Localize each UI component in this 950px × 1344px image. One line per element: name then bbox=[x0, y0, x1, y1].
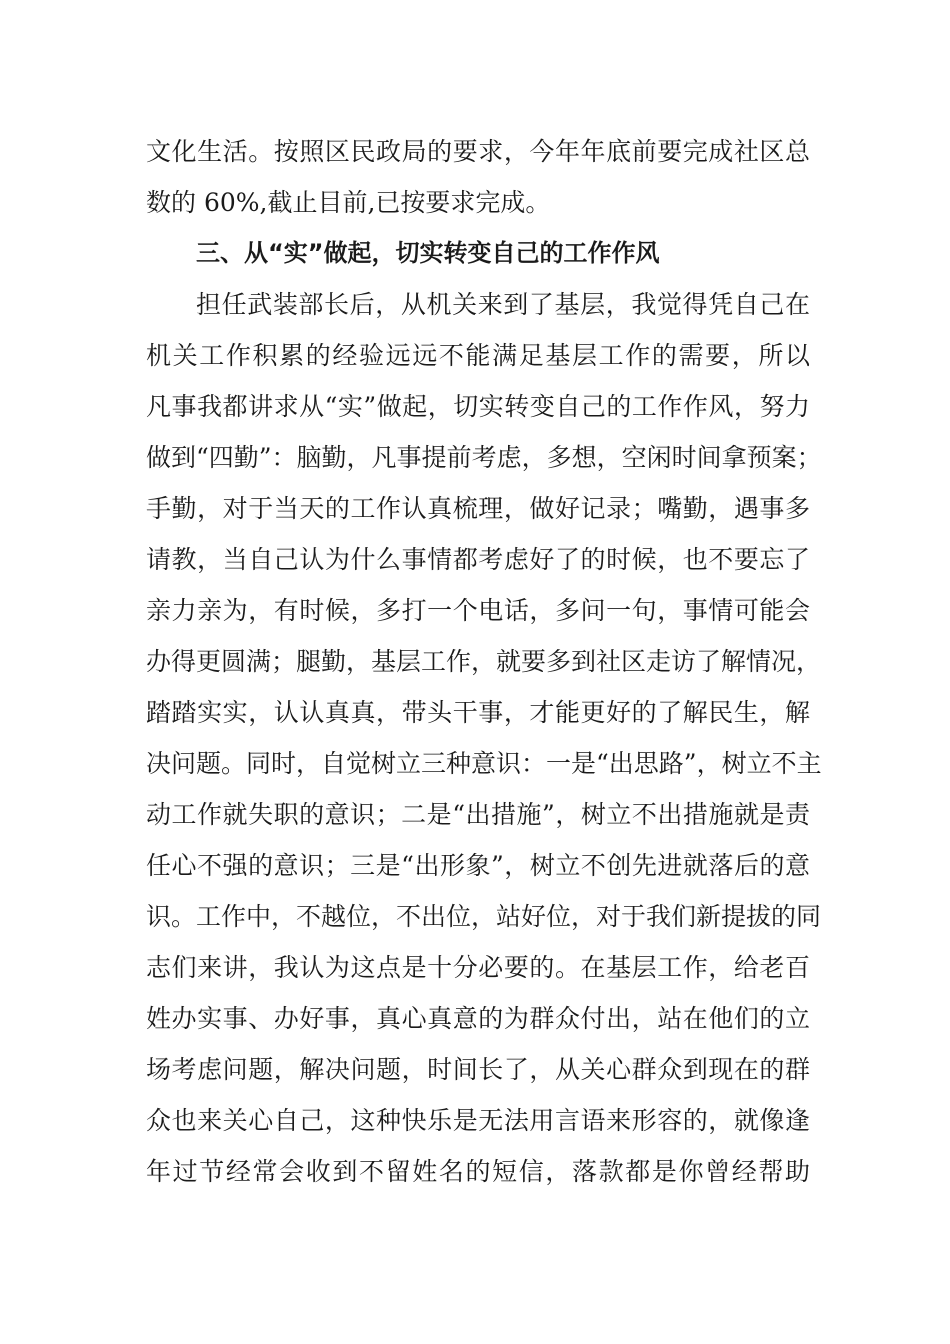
section-heading: 三、从“实”做起，切实转变自己的工作作风 bbox=[196, 239, 660, 267]
paragraph-line: 识。工作中，不越位，不出位，站好位，对于我们新提拔的同 bbox=[146, 902, 822, 931]
paragraph-line: 凡事我都讲求从“实”做起，切实转变自己的工作作风，努力 bbox=[146, 392, 810, 421]
paragraph-line: 亲力亲为，有时候，多打一个电话，多问一句，事情可能会 bbox=[146, 596, 810, 625]
paragraph-line: 文化生活。按照区民政局的要求，今年年底前要完成社区总 bbox=[146, 137, 810, 166]
document-body bbox=[146, 126, 822, 1197]
paragraph-line: 年过节经常会收到不留姓名的短信，落款都是你曾经帮助 bbox=[146, 1157, 810, 1186]
paragraph-line: 决问题。同时，自觉树立三种意识：一是“出思路”，树立不主 bbox=[146, 749, 822, 778]
paragraph-line: 做到“四勤”：脑勤，凡事提前考虑，多想，空闲时间拿预案； bbox=[146, 443, 822, 472]
paragraph-line: 众也来关心自己，这种快乐是无法用言语来形容的，就像逢 bbox=[146, 1106, 810, 1135]
paragraph-line: 志们来讲，我认为这点是十分必要的。在基层工作，给老百 bbox=[146, 953, 810, 982]
paragraph-line: 手勤，对于当天的工作认真梳理，做好记录；嘴勤，遇事多 bbox=[146, 494, 810, 523]
paragraph-line: 动工作就失职的意识；二是“出措施”，树立不出措施就是责 bbox=[146, 800, 810, 829]
paragraph-line: 担任武装部长后，从机关来到了基层，我觉得凭自己在 bbox=[196, 290, 810, 319]
paragraph-line: 请教，当自己认为什么事情都考虑好了的时候，也不要忘了 bbox=[146, 545, 810, 574]
paragraph-line: 任心不强的意识；三是“出形象”，树立不创先进就落后的意 bbox=[146, 851, 810, 880]
paragraph-line: 踏踏实实，认认真真，带头干事，才能更好的了解民生，解 bbox=[146, 698, 810, 727]
paragraph-line: 数的 60%,截止目前,已按要求完成。 bbox=[146, 188, 551, 217]
paragraph-line: 姓办实事、办好事，真心真意的为群众付出，站在他们的立 bbox=[146, 1004, 810, 1033]
paragraph-line: 机关工作积累的经验远远不能满足基层工作的需要，所以 bbox=[146, 341, 810, 370]
paragraph-line: 场考虑问题，解决问题，时间长了，从关心群众到现在的群 bbox=[146, 1055, 810, 1084]
paragraph-line: 办得更圆满；腿勤，基层工作，就要多到社区走访了解情况， bbox=[146, 647, 822, 676]
